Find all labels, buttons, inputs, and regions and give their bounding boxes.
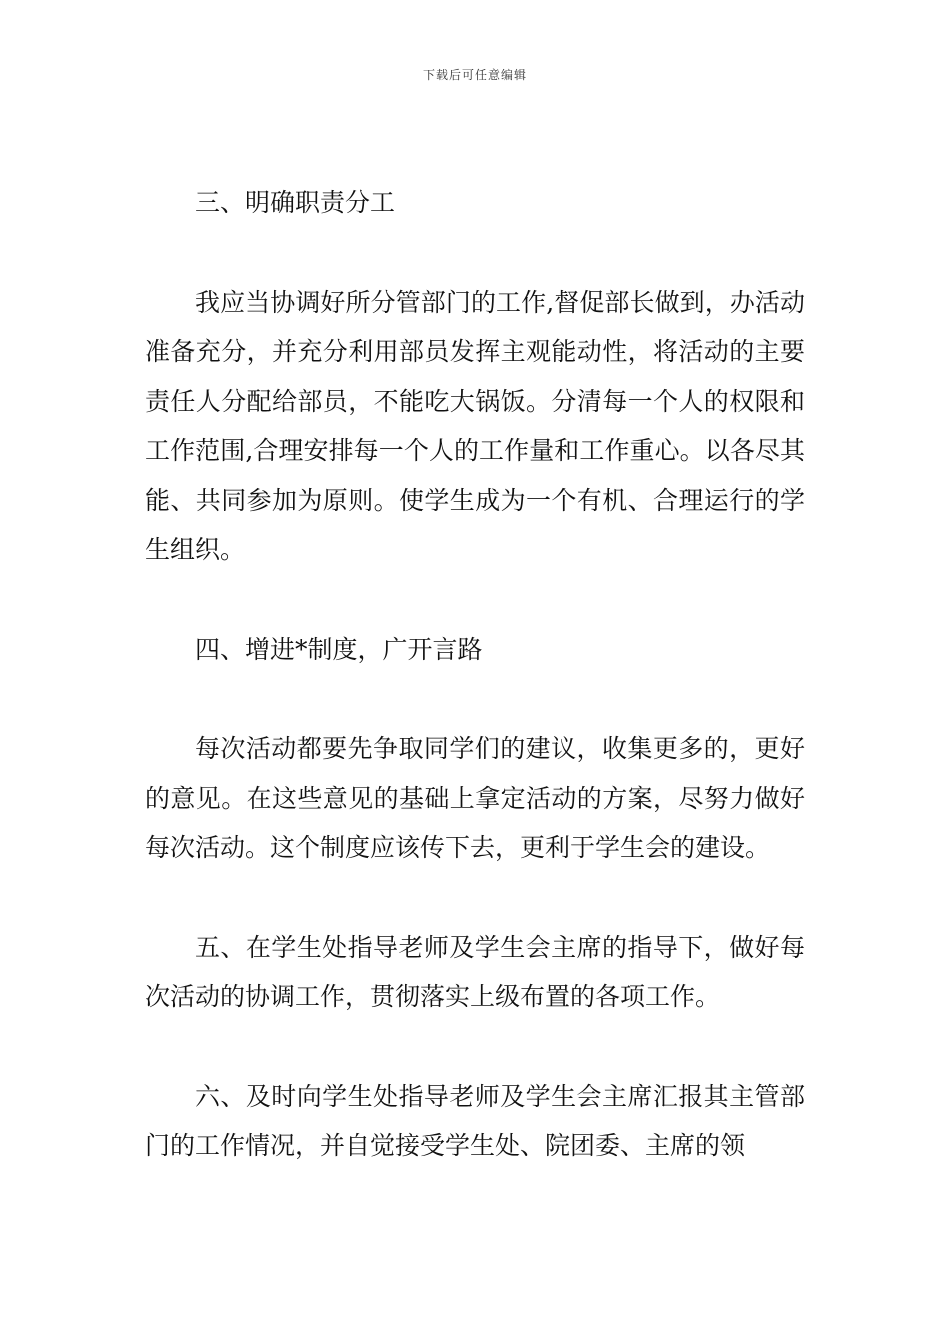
paragraph-gap	[145, 674, 805, 724]
section-4-heading: 四、增进*制度，广开言路	[195, 634, 483, 664]
paragraph-gap	[145, 575, 805, 625]
paragraph-gap	[145, 873, 805, 923]
paragraph-gap	[145, 1022, 805, 1072]
section-3-body: 我应当协调好所分管部门的工作,督促部长做到，办活动准备充分，并充分利用部员发挥主观能动性，将活动的主要责任人分配给部员，不能吃大锅饭。分清每一个人的权限和工作范围,合理安排每一个人的工作量和工作重心。以各尽其能、共同参加为原则。使学生成为一个有机、合理运行的学生组织。	[145, 287, 805, 564]
document-body	[145, 178, 805, 1171]
section-5-body: 五、在学生处指导老师及学生会主席的指导下，做好每次活动的协调工作，贯彻落实上级布置的各项工作。	[145, 932, 805, 1011]
header-note: 下载后可任意编辑	[422, 68, 527, 82]
section-3-heading: 三、明确职责分工	[195, 188, 396, 217]
paragraph-gap	[145, 228, 805, 278]
section-4-body: 每次活动都要先争取同学们的建议，收集更多的，更好的意见。在这些意见的基础上拿定活动的方案，尽努力做好每次活动。这个制度应该传下去，更利于学生会的建设。	[145, 734, 805, 862]
section-6-body: 六、及时向学生处指导老师及学生会主席汇报其主管部门的工作情况，并自觉接受学生处、院团委、主席的领	[145, 1081, 805, 1160]
